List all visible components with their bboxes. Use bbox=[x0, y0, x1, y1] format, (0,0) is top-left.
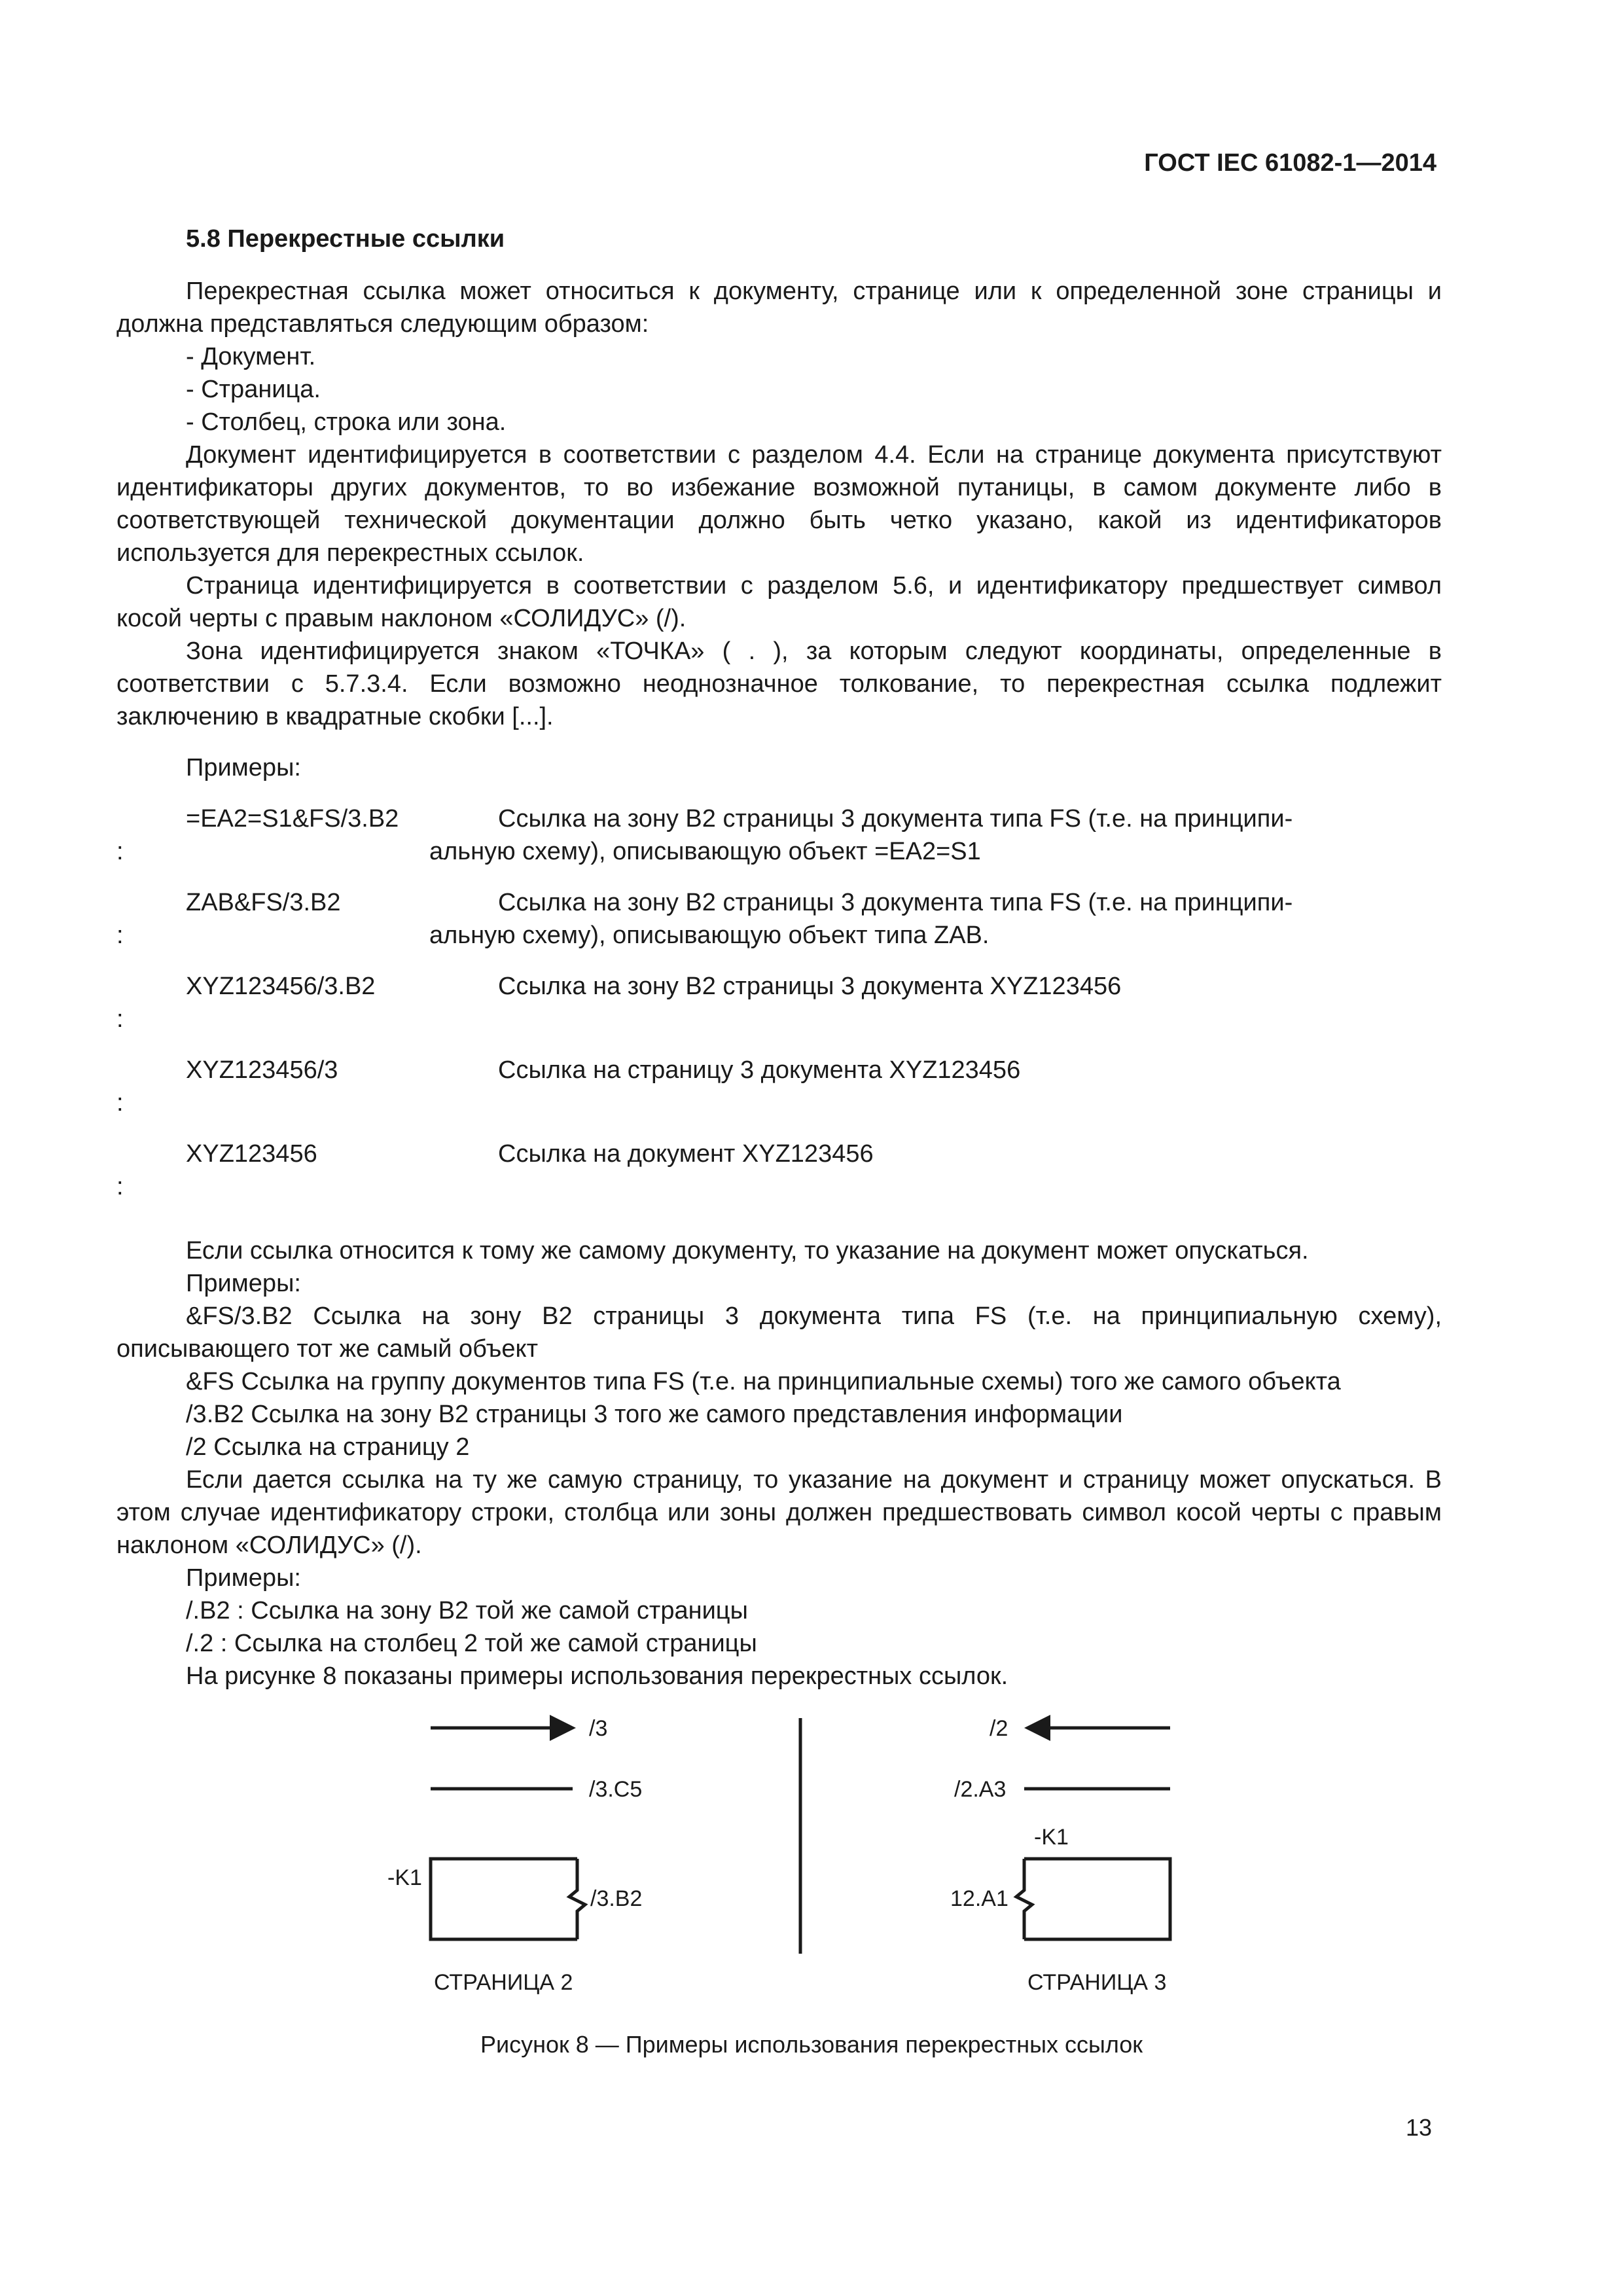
example-description-line1: Ссылка на документ XYZ123456 bbox=[498, 1140, 874, 1168]
example-code: XYZ123456/3.B2 bbox=[186, 973, 376, 1000]
example-row bbox=[116, 802, 1442, 886]
paragraph: Документ идентифицируется в соответствии с разделом 4.4. Если на странице документа присутствуют идентификаторы других документов, то во избежание возможной путаницы, в самом документе либо в соответствующей технической документации должно быть четко указано, какой из идентификаторов используется для перекрестных ссылок. bbox=[116, 441, 1442, 567]
figure-left-ref2: /3.C5 bbox=[589, 1777, 643, 1802]
same-document-section bbox=[116, 1234, 1442, 1693]
example-colon: : bbox=[116, 1089, 124, 1117]
examples-label: Примеры: bbox=[186, 754, 301, 781]
example-row bbox=[116, 1138, 1442, 1221]
example-line: /3.B2 Ссылка на зону B2 страницы 3 того же самого представления информации bbox=[186, 1401, 1123, 1428]
example-description-line1: Ссылка на страницу 3 документа XYZ123456 bbox=[498, 1056, 1021, 1084]
paragraph: На рисунке 8 показаны примеры использования перекрестных ссылок. bbox=[186, 1662, 1008, 1690]
figure-left-page-label: СТРАНИЦА 2 bbox=[434, 1970, 573, 1995]
example-description-line2: альную схему), описывающую объект =EA2=S1 bbox=[429, 838, 981, 865]
list-item-page: - Страница. bbox=[186, 376, 321, 403]
list-item-column-row-zone: - Столбец, строка или зона. bbox=[186, 408, 507, 436]
example-description-line1: Ссылка на зону B2 страницы 3 документа XYZ123456 bbox=[498, 973, 1122, 1000]
example-code: XYZ123456/3 bbox=[186, 1056, 338, 1084]
figure-left-item: -K1 bbox=[387, 1865, 422, 1890]
component-box-left bbox=[431, 1859, 577, 1939]
example-row bbox=[116, 970, 1442, 1054]
figure-caption: Рисунок 8 — Примеры использования перекрестных ссылок bbox=[480, 2031, 1143, 2058]
examples-label: Примеры: bbox=[186, 1270, 301, 1297]
paragraph: Если дается ссылка на ту же самую страницу, то указание на документ и страницу может опускаться. В этом случае идентификатору строки, столбца или зоны должен предшествовать символ косой черты с правым наклоном «СОЛИДУС» (/). bbox=[116, 1466, 1442, 1559]
figure-left-ref3: /3.B2 bbox=[590, 1886, 643, 1911]
figure-left-ref1: /3 bbox=[589, 1716, 608, 1741]
figure-right-item: -K1 bbox=[1034, 1825, 1069, 1850]
figure-right-ref1: /2 bbox=[990, 1716, 1008, 1741]
paragraph: Перекрестная ссылка может относиться к документу, странице или к определенной зоне страницы и должна представляться следующим образом: bbox=[116, 278, 1442, 338]
paragraph: Страница идентифицируется в соответствии с разделом 5.6, и идентификатору предшествует символ косой черты с правым наклоном «СОЛИДУС» (/). bbox=[116, 572, 1442, 632]
examples-label: Примеры: bbox=[186, 1564, 301, 1592]
figure-right-ref3: 12.A1 bbox=[950, 1886, 1008, 1911]
figure-right-page-label: СТРАНИЦА 3 bbox=[1027, 1970, 1167, 1995]
example-description bbox=[429, 886, 1442, 949]
example-line: &FS Ссылка на группу документов типа FS (т.е. на принципиальные схемы) того же самого объекта bbox=[186, 1368, 1341, 1395]
example-description-line1: Ссылка на зону B2 страницы 3 документа типа FS (т.е. на принципи- bbox=[498, 889, 1293, 916]
example-code: =EA2=S1&FS/3.B2 bbox=[186, 805, 399, 833]
paragraph: Если ссылка относится к тому же самому документу, то указание на документ может опускаться. bbox=[186, 1237, 1309, 1265]
example-description-line2: альную схему), описывающую объект типа ZAB. bbox=[429, 922, 990, 949]
example-description bbox=[498, 970, 1442, 1003]
break-symbol-left bbox=[569, 1859, 585, 1939]
example-colon: : bbox=[116, 922, 124, 949]
break-symbol-right bbox=[1016, 1859, 1032, 1939]
paragraph: Зона идентифицируется знаком «ТОЧКА» ( . ), за которым следуют координаты, определенные в соответствии с 5.7.3.4. Если возможно неоднозначное толкование, то перекрестная ссылка подлежит заключению в квадратные скобки [...]. bbox=[116, 637, 1442, 730]
page-number: 13 bbox=[1405, 2114, 1432, 2141]
component-box-right bbox=[1024, 1859, 1170, 1939]
example-description-line1: Ссылка на зону B2 страницы 3 документа типа FS (т.е. на принципи- bbox=[498, 805, 1293, 833]
document-standard-header: ГОСТ IEC 61082-1—2014 bbox=[1144, 149, 1436, 177]
example-description bbox=[498, 1054, 1442, 1086]
example-code: ZAB&FS/3.B2 bbox=[186, 889, 341, 916]
figure-right-ref2: /2.A3 bbox=[954, 1777, 1007, 1802]
example-description bbox=[429, 802, 1442, 865]
example-description bbox=[498, 1138, 1442, 1170]
example-row bbox=[116, 1054, 1442, 1138]
list-item-document: - Документ. bbox=[186, 343, 316, 370]
example-line: /.B2 : Ссылка на зону B2 той же самой страницы bbox=[186, 1597, 748, 1624]
example-colon: : bbox=[116, 838, 124, 865]
section-title: 5.8 Перекрестные ссылки bbox=[186, 225, 505, 253]
example-line: /.2 : Ссылка на столбец 2 той же самой страницы bbox=[186, 1630, 757, 1657]
page-content bbox=[116, 223, 1442, 1693]
example-line: &FS/3.B2 Ссылка на зону B2 страницы 3 документа типа FS (т.е. на принципиальную схему), описывающего тот же самый объект bbox=[116, 1302, 1442, 1363]
example-row bbox=[116, 886, 1442, 970]
example-colon: : bbox=[116, 1005, 124, 1033]
example-code: XYZ123456 bbox=[186, 1140, 317, 1168]
example-colon: : bbox=[116, 1173, 124, 1200]
example-line: /2 Ссылка на страницу 2 bbox=[186, 1433, 470, 1461]
